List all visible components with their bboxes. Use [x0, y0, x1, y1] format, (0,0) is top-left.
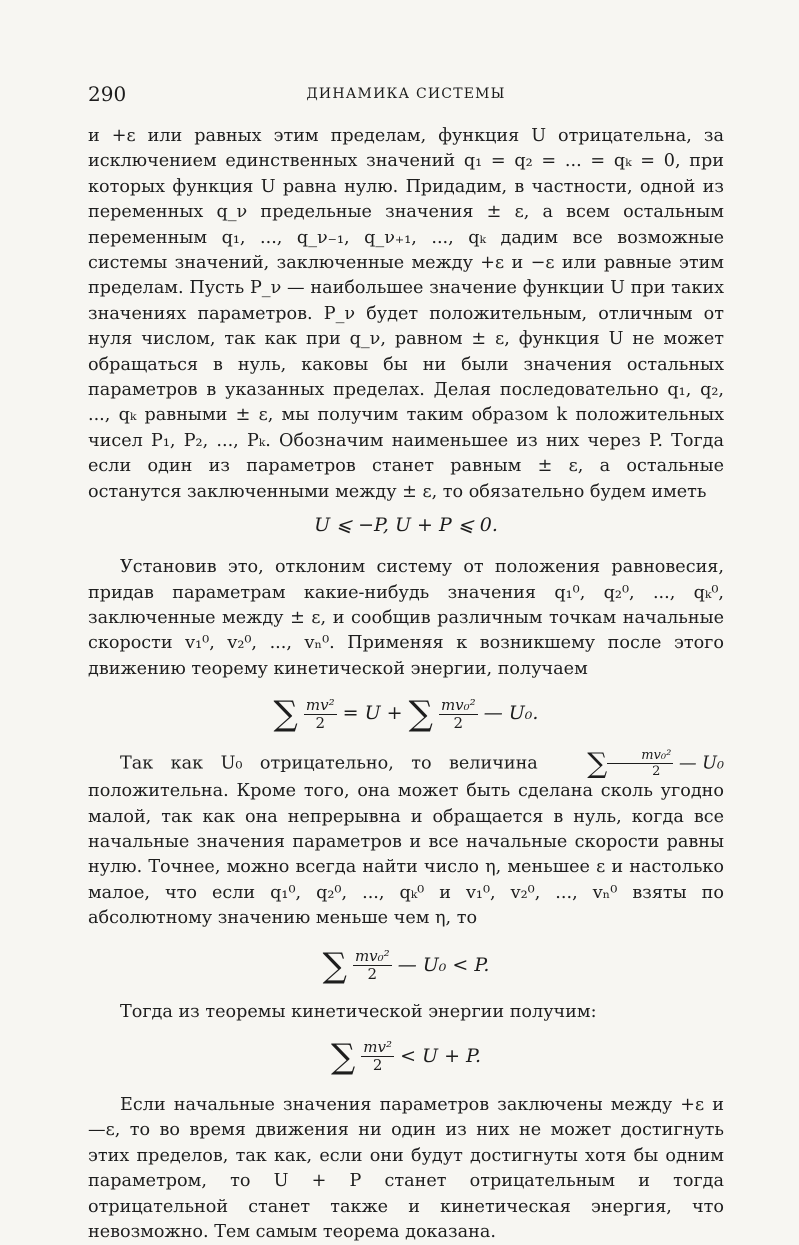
formula-2 [88, 690, 724, 736]
formula-3-tail: — U₀ < P. [397, 953, 490, 976]
paragraph-4: Тогда из теоремы кинетической энергии получим: [120, 1001, 597, 1022]
sum-sign: ∑ [408, 694, 433, 735]
paragraph-3-start: Так как U₀ отрицательно, то величина [120, 753, 538, 774]
sum-sign: ∑ [322, 945, 347, 986]
formula-3 [88, 942, 724, 988]
fraction [304, 697, 337, 732]
paragraph-5: Если начальные значения параметров заключены между +ε и —ε, то во время движения ни один из них не может достигнуть этих пределов, так как, если они будут достигнуты хотя бы одним параметром, то U + P станет отрицательным и тогда отрицательной станет также и кинетическая энергия, что невозможно. Тем самым теорема доказана. [88, 1094, 724, 1242]
formula-2-middle: = U + [342, 702, 403, 725]
paragraph-1: и +ε или равных этим пределам, функция U отрицательна, за исключением единственных значений q₁ = q₂ = ... = qₖ = 0, при которых функция U равна нулю. Придадим, в частности, одной из переменных q_ν предельные значения ± ε, а всем остальным переменным q₁, ..., q_ν₋₁, q_ν₊₁, ..., qₖ дадим все возможные системы значений, заключенные между +ε и −ε или равные этим пределам. Пусть P_ν — наибольшее значение функции U при таких значениях параметров. P_ν будет положительным, отличным от нуля числом, так как при q_ν, равном ± ε, функция U не может обращаться в нуль, каковы бы ни были значения остальных параметров в указанных пределах. Делая последовательно q₁, q₂, ..., qₖ равными ± ε, мы получим таким образом k положительных чисел P₁, P₂, ..., Pₖ. Обозначим наименьшее из них через P. Тогда если один из параметров станет равным ± ε, а остальные останутся заключенными между ± ε, то обязательно будем иметь [88, 126, 724, 502]
fraction-denominator: 2 [372, 1056, 383, 1075]
formula-2-tail: — U₀. [483, 702, 539, 725]
sum-sign: ∑ [587, 746, 608, 780]
formula-1: U ⩽ −P, U + P ⩽ 0. [314, 514, 498, 537]
inline-formula-tail: — U₀ [678, 753, 725, 774]
formula-4 [88, 1033, 724, 1079]
paragraph-3-rest: положительна. Кроме того, она может быть сделана сколь угодно малой, так как она непрерывна и обращается в нуль, когда все начальные значения параметров и все начальные скорости равны нулю. Точнее, можно всегда найти число η, меньшее ε и настолько малое, что если q₁⁰, q₂⁰, ..., qₖ⁰ и v₁⁰, v₂⁰, ..., vₙ⁰ взяты по абсолютному значению меньше чем η, то [88, 781, 724, 929]
fraction [439, 697, 478, 732]
paragraph-3 [88, 748, 724, 931]
page-body [88, 124, 724, 1245]
fraction-numerator: mv₀² [607, 748, 673, 764]
running-head: ДИНАМИКА СИСТЕМЫ [306, 86, 506, 102]
fraction [353, 948, 392, 983]
paragraph-2: Установив это, отклоним систему от положения равновесия, придав параметрам какие-нибудь значения q₁⁰, q₂⁰, ..., qₖ⁰, заключенные между ± ε, и сообщив различным точкам начальные скорости v₁⁰, v₂⁰, ..., vₙ⁰. Применяя к возникшему после этого движению теорему кинетической энергии, получаем [88, 557, 724, 679]
fraction-denominator: 2 [652, 764, 661, 780]
fraction-denominator: 2 [367, 965, 378, 984]
fraction-denominator: 2 [315, 713, 325, 732]
fraction-numerator: mv² [305, 695, 335, 714]
formula-4-tail: < U + P. [400, 1044, 482, 1067]
fraction-numerator: mv₀² [440, 695, 476, 714]
inline-formula [555, 748, 724, 779]
page-number: 290 [88, 82, 127, 106]
sum-sign: ∑ [273, 694, 298, 735]
fraction-numerator: mv² [363, 1038, 393, 1057]
fraction [361, 1039, 394, 1074]
sum-sign: ∑ [330, 1036, 356, 1077]
page-header [88, 82, 724, 106]
fraction [607, 748, 673, 779]
fraction-denominator: 2 [453, 713, 464, 732]
fraction-numerator: mv₀² [354, 947, 390, 966]
